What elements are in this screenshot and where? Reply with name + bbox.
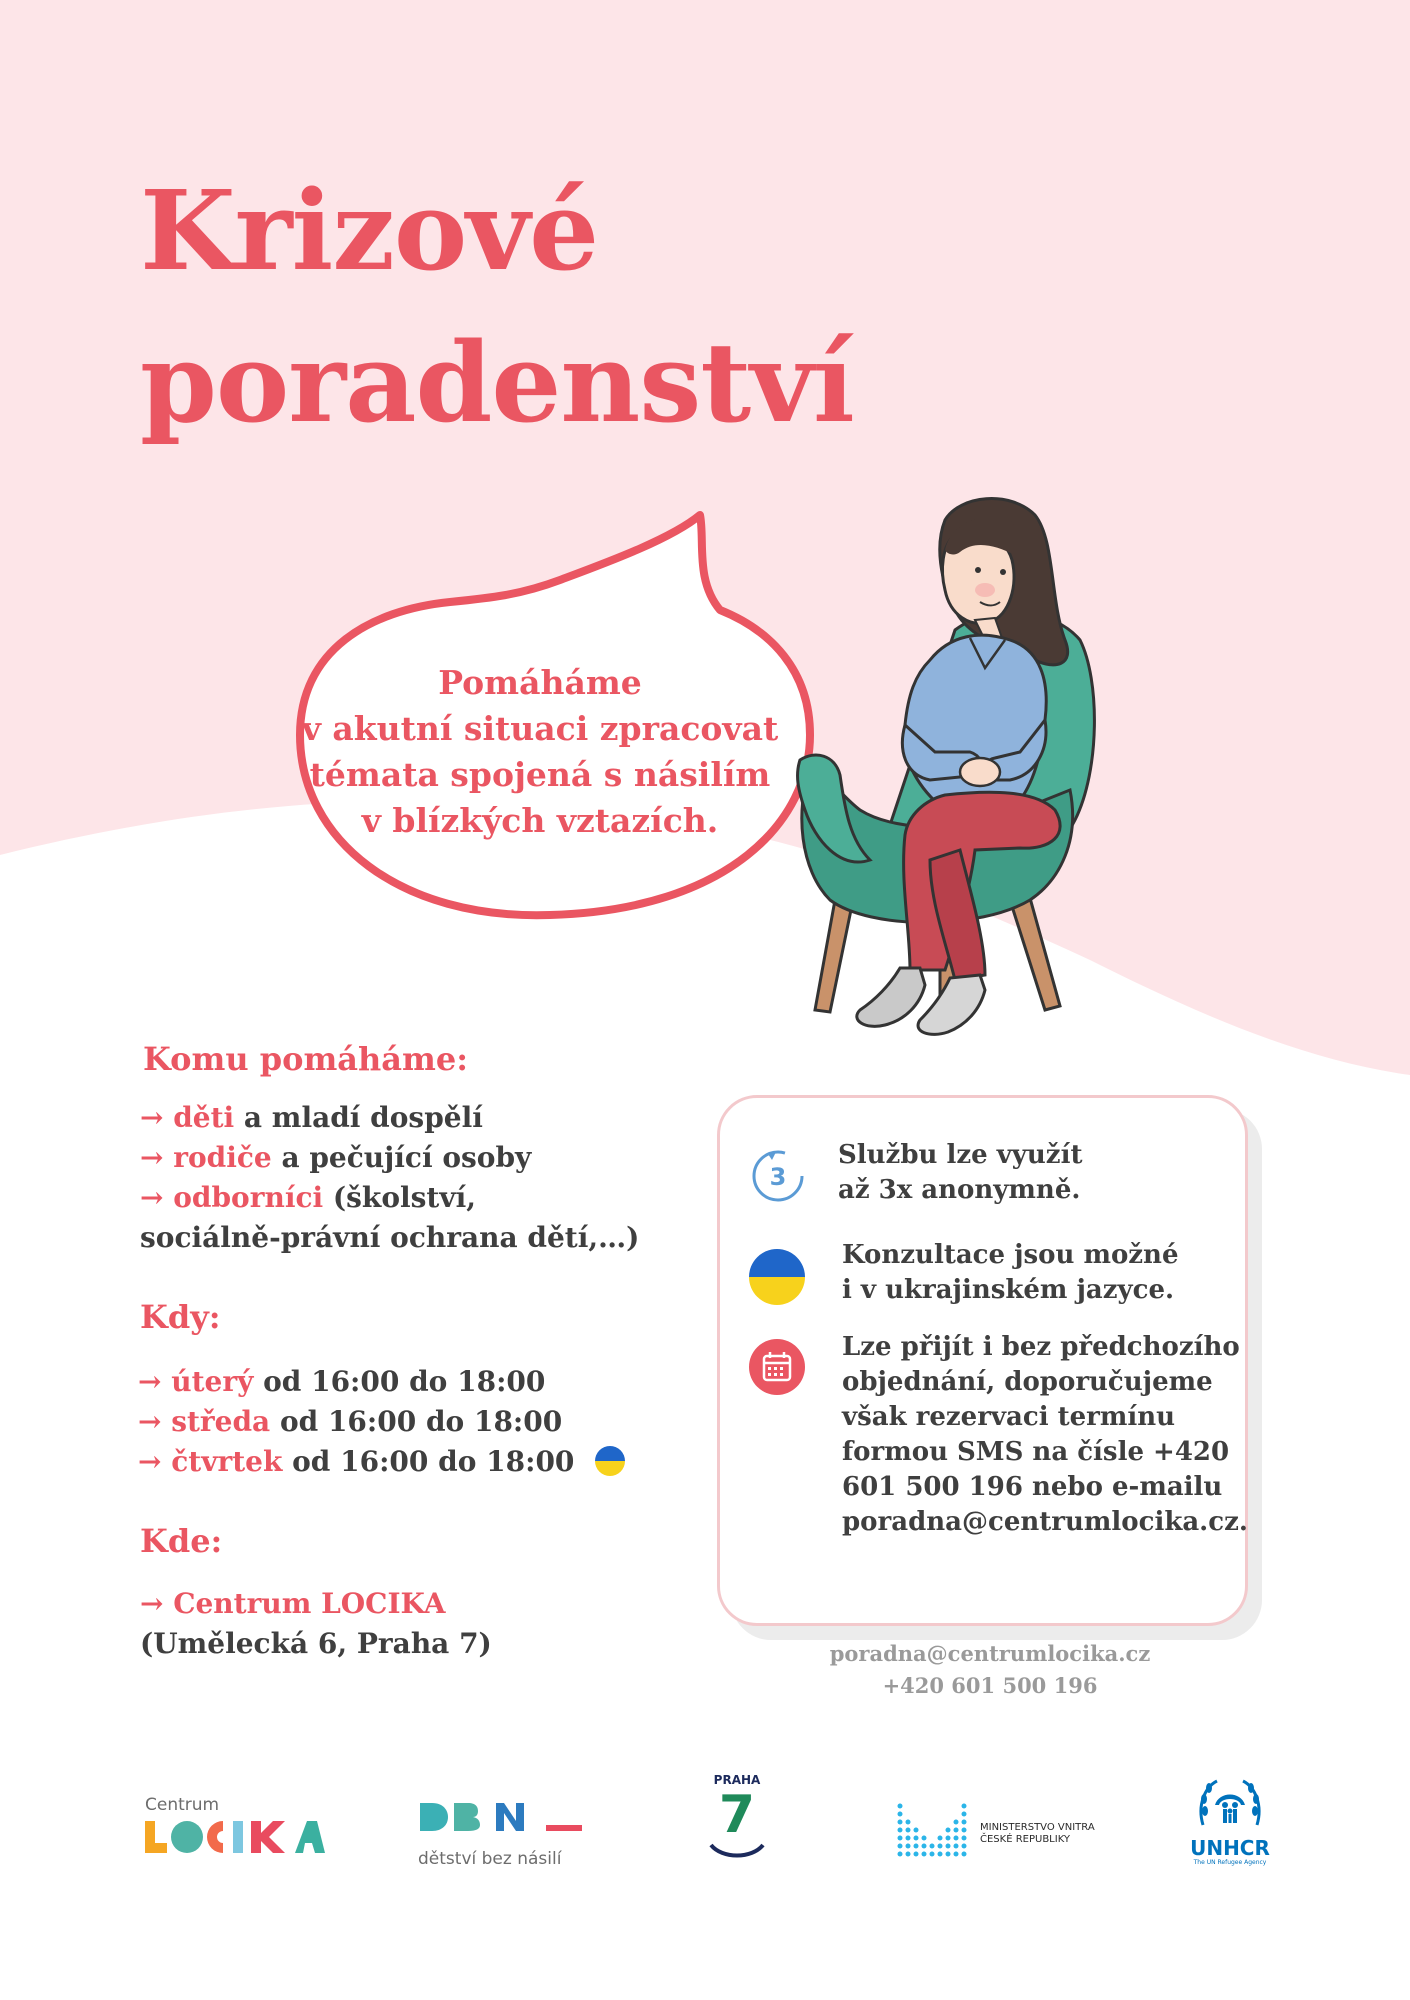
centrum-locika-logo: Centrum (145, 1795, 325, 1865)
page-title (140, 155, 854, 459)
ministry-dots-mark (896, 1800, 980, 1858)
card-item-anonymous-text: Službu lze využít až 3x anonymně. (838, 1140, 1083, 1205)
list-item: → odborníci (školství, (140, 1181, 476, 1214)
unhcr-emblem (1195, 1775, 1265, 1833)
where-place: → Centrum LOCIKA (140, 1587, 446, 1620)
bubble-line-1: Pomáháme (438, 663, 642, 702)
ministry-name: MINISTERSTVO VNITRA ČESKÉ REPUBLIKY (980, 1822, 1095, 1845)
three-times-badge: 3 (769, 1163, 787, 1191)
when-list (138, 1362, 626, 1482)
contact-block (760, 1638, 1220, 1702)
calendar-icon (748, 1338, 806, 1396)
who-list (140, 1098, 639, 1258)
title-line-1: Krizové (140, 166, 599, 295)
ukraine-flag-icon (594, 1445, 626, 1477)
three-times-icon (748, 1146, 808, 1206)
list-item: → čtvrtek od 16:00 do 18:00 (138, 1442, 626, 1482)
bubble-line-4: v blízkých vztazích. (361, 801, 719, 840)
unhcr-logo: UNHCR The UN Refugee Agency (1185, 1775, 1275, 1870)
contact-email[interactable]: poradna@centrumlocika.cz (829, 1641, 1151, 1666)
where-block (140, 1584, 492, 1664)
list-item: → středa od 16:00 do 18:00 (138, 1405, 563, 1438)
bubble-line-3: témata spojená s násilím (309, 755, 771, 794)
detstvi-bez-nasili-logo: dětství bez násilí (418, 1795, 598, 1885)
list-item: → děti a mladí dospělí (140, 1101, 483, 1134)
contact-phone[interactable]: +420 601 500 196 (882, 1673, 1098, 1698)
praha-arc (707, 1843, 767, 1859)
when-heading: Kdy: (140, 1298, 221, 1336)
ukraine-flag-icon (748, 1248, 806, 1306)
woman-in-chair-illustration (780, 490, 1140, 1080)
list-item: → úterý od 16:00 do 18:00 (138, 1365, 546, 1398)
card-item-ukrainian-text: Konzultace jsou možné i v ukrajinském jazyce. (842, 1240, 1179, 1305)
title-line-2: poradenství (140, 318, 854, 447)
who-heading: Komu pomáháme: (143, 1040, 469, 1078)
bubble-line-2: v akutní situaci zpracovat (301, 709, 779, 748)
list-item-continuation: sociálně-právní ochrana dětí,…) (140, 1221, 640, 1254)
where-heading: Kde: (140, 1522, 223, 1560)
dbn-mark (418, 1795, 588, 1839)
info-card (717, 1095, 1248, 1626)
ministerstvo-vnitra-logo (896, 1800, 1116, 1860)
bubble-text (285, 660, 795, 844)
praha-7-logo: PRAHA 7 (702, 1773, 772, 1873)
locika-wordmark (145, 1815, 325, 1859)
card-item-reservation-text: Lze přijít i bez předchozího objednání, doporučujeme však rezervaci termínu formou SMS na čísle +420 601 500 196 nebo e-mailu poradna@centrumlocika.cz. (842, 1332, 1248, 1537)
list-item: → rodiče a pečující osoby (140, 1141, 532, 1174)
where-address: (Umělecká 6, Praha 7) (140, 1627, 492, 1660)
